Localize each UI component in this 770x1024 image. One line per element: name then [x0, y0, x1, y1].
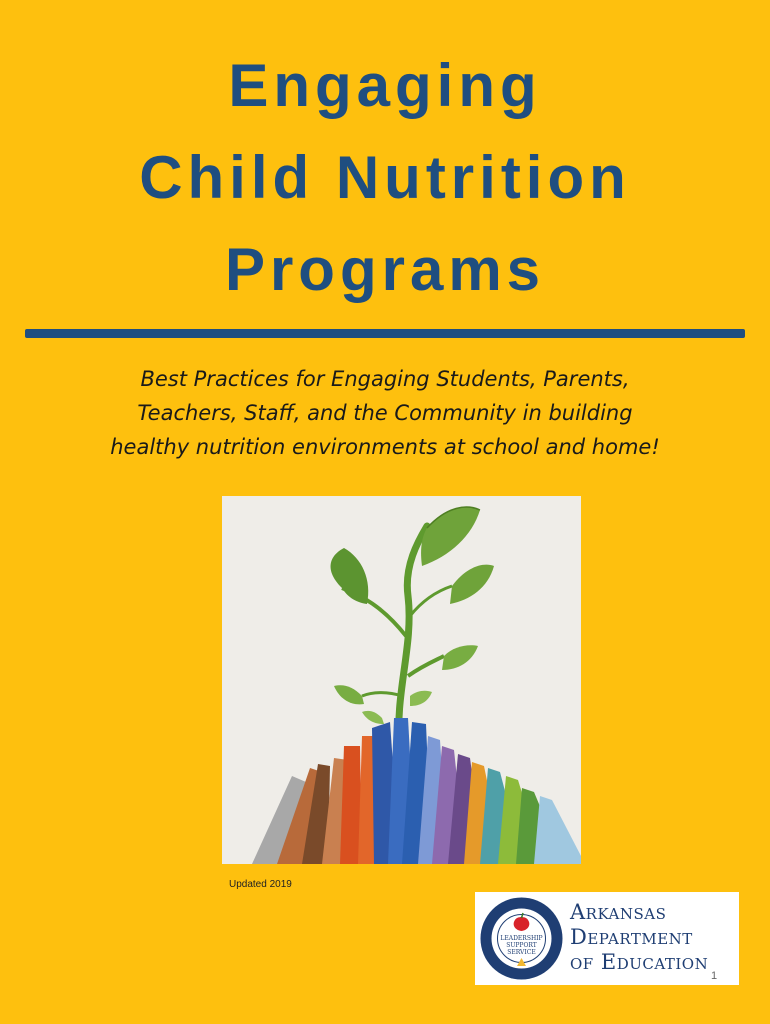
updated-label: Updated 2019 [229, 879, 292, 890]
subtitle-line-2: Teachers, Staff, and the Community in building [137, 401, 633, 425]
subtitle-line-3: healthy nutrition environments at school and home! [110, 435, 660, 459]
title-divider [25, 329, 745, 338]
title-line-3: Programs [224, 236, 546, 303]
title-line-2: Child Nutrition [139, 144, 631, 211]
logo-name-line-2: Department [570, 925, 693, 949]
svg-text:SERVICE: SERVICE [507, 949, 536, 956]
page-title [0, 40, 770, 316]
logo-name-line-1: Arkansas [570, 900, 667, 924]
plant-hands-icon [222, 496, 581, 864]
department-seal-icon [479, 896, 564, 981]
page-number: 1 [711, 970, 718, 982]
logo-wordmark [570, 900, 708, 975]
svg-text:LEADERSHIP: LEADERSHIP [500, 935, 543, 942]
arkansas-doe-logo [475, 892, 739, 985]
svg-text:SUPPORT: SUPPORT [506, 942, 537, 949]
subtitle [30, 362, 740, 464]
plant-and-hands-illustration [222, 496, 581, 864]
title-line-1: Engaging [228, 52, 542, 119]
logo-name-line-3: of Education [570, 950, 709, 974]
subtitle-line-1: Best Practices for Engaging Students, Parents, [140, 367, 630, 391]
